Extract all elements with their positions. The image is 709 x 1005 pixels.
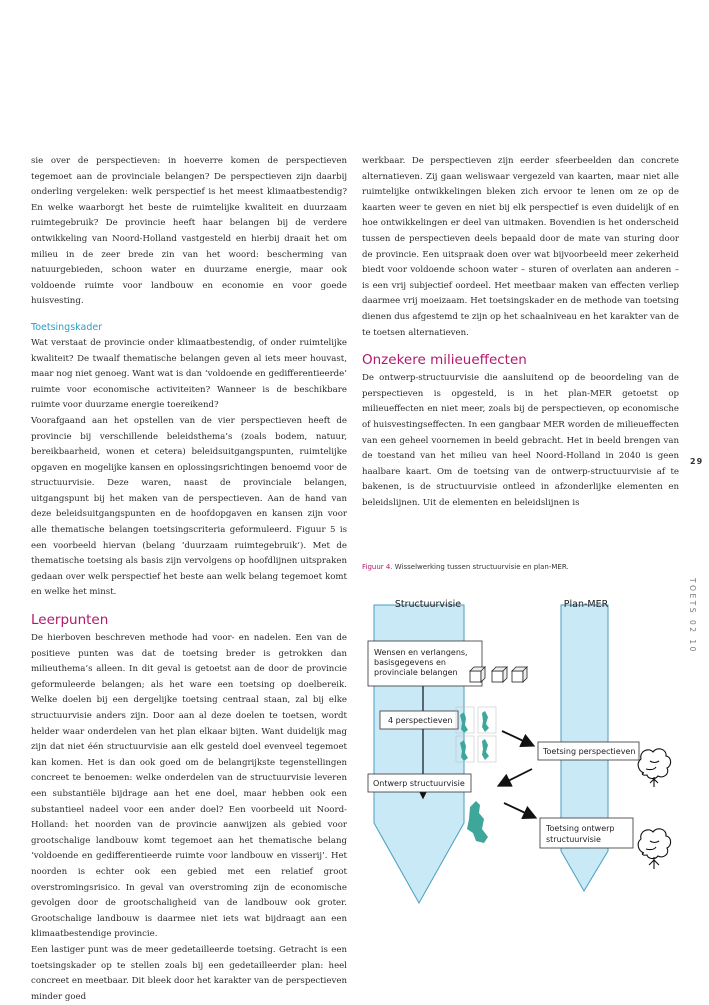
heading-leerpunten: Leerpunten	[31, 612, 109, 629]
tree-icon	[638, 829, 670, 869]
data-cubes-icon	[470, 667, 527, 682]
box-wensen-line1: Wensen en verlangens,	[374, 648, 468, 657]
figure-diagram	[362, 585, 692, 915]
arrow-back-to-ontwerp	[500, 769, 532, 785]
box-perspectieven-label: 4 perspectieven	[388, 716, 453, 725]
box-toetsing-ontwerp-line2: structuurvisie	[546, 835, 601, 844]
running-head-text: TOETS 02 10	[688, 578, 697, 654]
figure-caption	[362, 563, 569, 571]
left-column	[31, 154, 347, 1005]
heading-onzekere-milieueffecten: Onzekere milieueffecten	[362, 352, 527, 369]
noord-holland-map-icon	[467, 801, 488, 843]
paragraph: De hierboven beschreven methode had voor- en nadelen. Een van de positieve punten was dat de toetsing breder is getrokken dan milieuthema’s alleen. In dit geval is getoetst aan de door de provincie geformuleerde belangen; als het ware een toetsing op doelbereik. Welke doelen bij een dergelijke toetsing centraal staan, zal bij elke structuurvisie anders zijn. Door aan al deze doelen te toetsen, wordt helder waar onderdelen van het plan elkaar bijten. Want duidelijk mag zijn dat niet één structuurvisie aan elk gesteld doel evenveel tegemoet kan komen. Het is dan ook goed om de belangrijkste tegenstellingen concreet te benoemen: welke onderdelen van de structuurvisie leveren een substantiële bijdrage aan het ene doel, maar hebben ook een substantieel nadeel voor een ander doel? Een voorbeeld uit Noord-Holland: het noorden van de provincie aanwijzen als gebied voor grootschalige landbouw komt tegemoet aan het thematische belang ‘voldoende en gedifferentieerde ruimte voor landbouw en visserij’. Het noorden is echter ook een gebied met een relatief groot overstromingsrisico. In geval van overstroming zijn de economische gevolgen door de grootschaligheid van de landbouw ook groter. Grootschalige landbouw is daarmee niet iets wat bijdraagt aan een klimaatbestendige provincie.	[31, 633, 347, 940]
paragraph: Een lastiger punt was de meer gedetailleerde toetsing. Getracht is een toetsingskader op te stellen zoals bij een gedetailleerder plan: heel concreet en meetbaar. Dit bleek door het karakter van de perspectieven minder goed	[31, 944, 347, 1002]
arrow-to-toetsing-perspectieven	[502, 731, 532, 745]
box-wensen-line3: provinciale belangen	[374, 668, 458, 677]
paragraph: Voorafgaand aan het opstellen van de vier perspectieven heeft de provincie bij verschillende beleidsthema’s (zoals bodem, natuur, bereikbaarheid, wonen et cetera) beleidsuitgangspunten, ruimtelijke opgaven en mogelijke kansen en oplossingsrichtingen benoemd voor de structuurvisie. Deze waren, naast de provinciale belangen, uitgangspunt bij het maken van de perspectieven. Aan de hand van deze beleidsuitgangspunten en de hoofdopgaven en kansen zijn voor alle thematische belangen toetsingscriteria geformuleerd. Figuur 5 is een voorbeeld hiervan (belang ‘duurzaam ruimtegebruik’). Met de thematische toetsing als basis zijn vervolgens op hoofdlijnen uitspraken gedaan over welk perspectief het beste aan welk belang tegemoet komt en welke het minst.	[31, 415, 347, 598]
paragraph: sie over de perspectieven: in hoeverre komen de perspectieven tegemoet aan de provinciale belangen? De perspectieven zijn daarbij onderling vergeleken: welk perspectief is het meest klimaatbestendig? En welke waarborgt het beste de ruimtelijke kwaliteit en duurzaam ruimtegebruik? De provincie heeft haar belangen bij de verdere ontwikkeling van Noord-Holland vastgesteld en hierbij draait het om milieu in de zeer brede zin van het woord: bescherming van natuurgebieden, schoon water en duurzame energie, maar ook voldoende ruimte voor landbouw en economie en voor goede huisvesting.	[31, 156, 347, 307]
right-column	[362, 154, 679, 511]
paragraph: Wat verstaat de provincie onder klimaatbestendig, of onder ruimtelijke kwaliteit? De twaalf thematische belangen geven al iets meer houvast, maar nog niet genoeg. Want wat is dan ‘voldoende en gedifferentieerde’ ruimte voor economische activiteiten? Wanneer is de beschikbare ruimte voor duurzame energie toereikend?	[31, 337, 347, 411]
plan-mer-label: Plan-MER	[563, 599, 609, 610]
figure-caption-text: Wisselwerking tussen structuurvisie en plan-MER.	[394, 563, 569, 571]
box-toetsing-ontwerp-line1: Toetsing ontwerp	[546, 824, 615, 833]
box-toetsing-perspectieven-label: Toetsing perspectieven	[543, 747, 636, 756]
paragraph: De ontwerp-structuurvisie die aansluitend op de beoordeling van de perspectieven is opgesteld, is in het plan-MER getoetst op milieueffecten en niet meer, zoals bij de perspectieven, op economische of huisvestingseffecten. In een gangbaar MER worden de milieueffecten van een geheel voornemen in beeld gebracht. Het in beeld brengen van de toestand van het milieu van heel Noord-Holland in 2040 is geen haalbare kaart. Om de toetsing van de ontwerp-structuurvisie af te bakenen, is de structuurvisie ontleed in afzonderlijke elementen en beleidslijnen. Uit de elementen en beleidslijnen is	[362, 373, 679, 508]
box-ontwerp-label: Ontwerp structuurvisie	[373, 779, 465, 788]
subheading-toetsingskader: Toetsingskader	[31, 321, 103, 333]
page-number: 29	[690, 457, 704, 466]
tree-icon	[638, 749, 670, 787]
box-wensen-line2: basisgegevens en	[374, 658, 446, 667]
arrow-to-toetsing-ontwerp	[504, 803, 534, 817]
figure-caption-number: Figuur 4.	[362, 563, 393, 571]
paragraph: werkbaar. De perspectieven zijn eerder sfeerbeelden dan concrete alternatieven. Zij gaan weliswaar vergezeld van kaarten, maar niet alle ruimtelijke ontwikkelingen bleken zich ervoor te lenen om ze op de kaarten weer te geven en niet bij elk perspectief is even duidelijk of en hoe ontwikkelingen er deel van uitmaken. Bovendien is het onderscheid tussen de perspectieven deels bepaald door de mate van sturing door de provincie. Een uitspraak doen over wat bijvoorbeeld meer zekerheid biedt voor voldoende schoon water – sturen of overlaten aan anderen – is een vrij subjectief oordeel. Het meetbaar maken van effecten verliep daarmee vrij moeizaam. Het toetsingskader en de methode van toetsing dienen dus afgestemd te zijn op het schaalniveau en het karakter van de te toetsen alternatieven.	[362, 156, 679, 338]
structuurvisie-label: Structuurvisie	[394, 599, 462, 610]
